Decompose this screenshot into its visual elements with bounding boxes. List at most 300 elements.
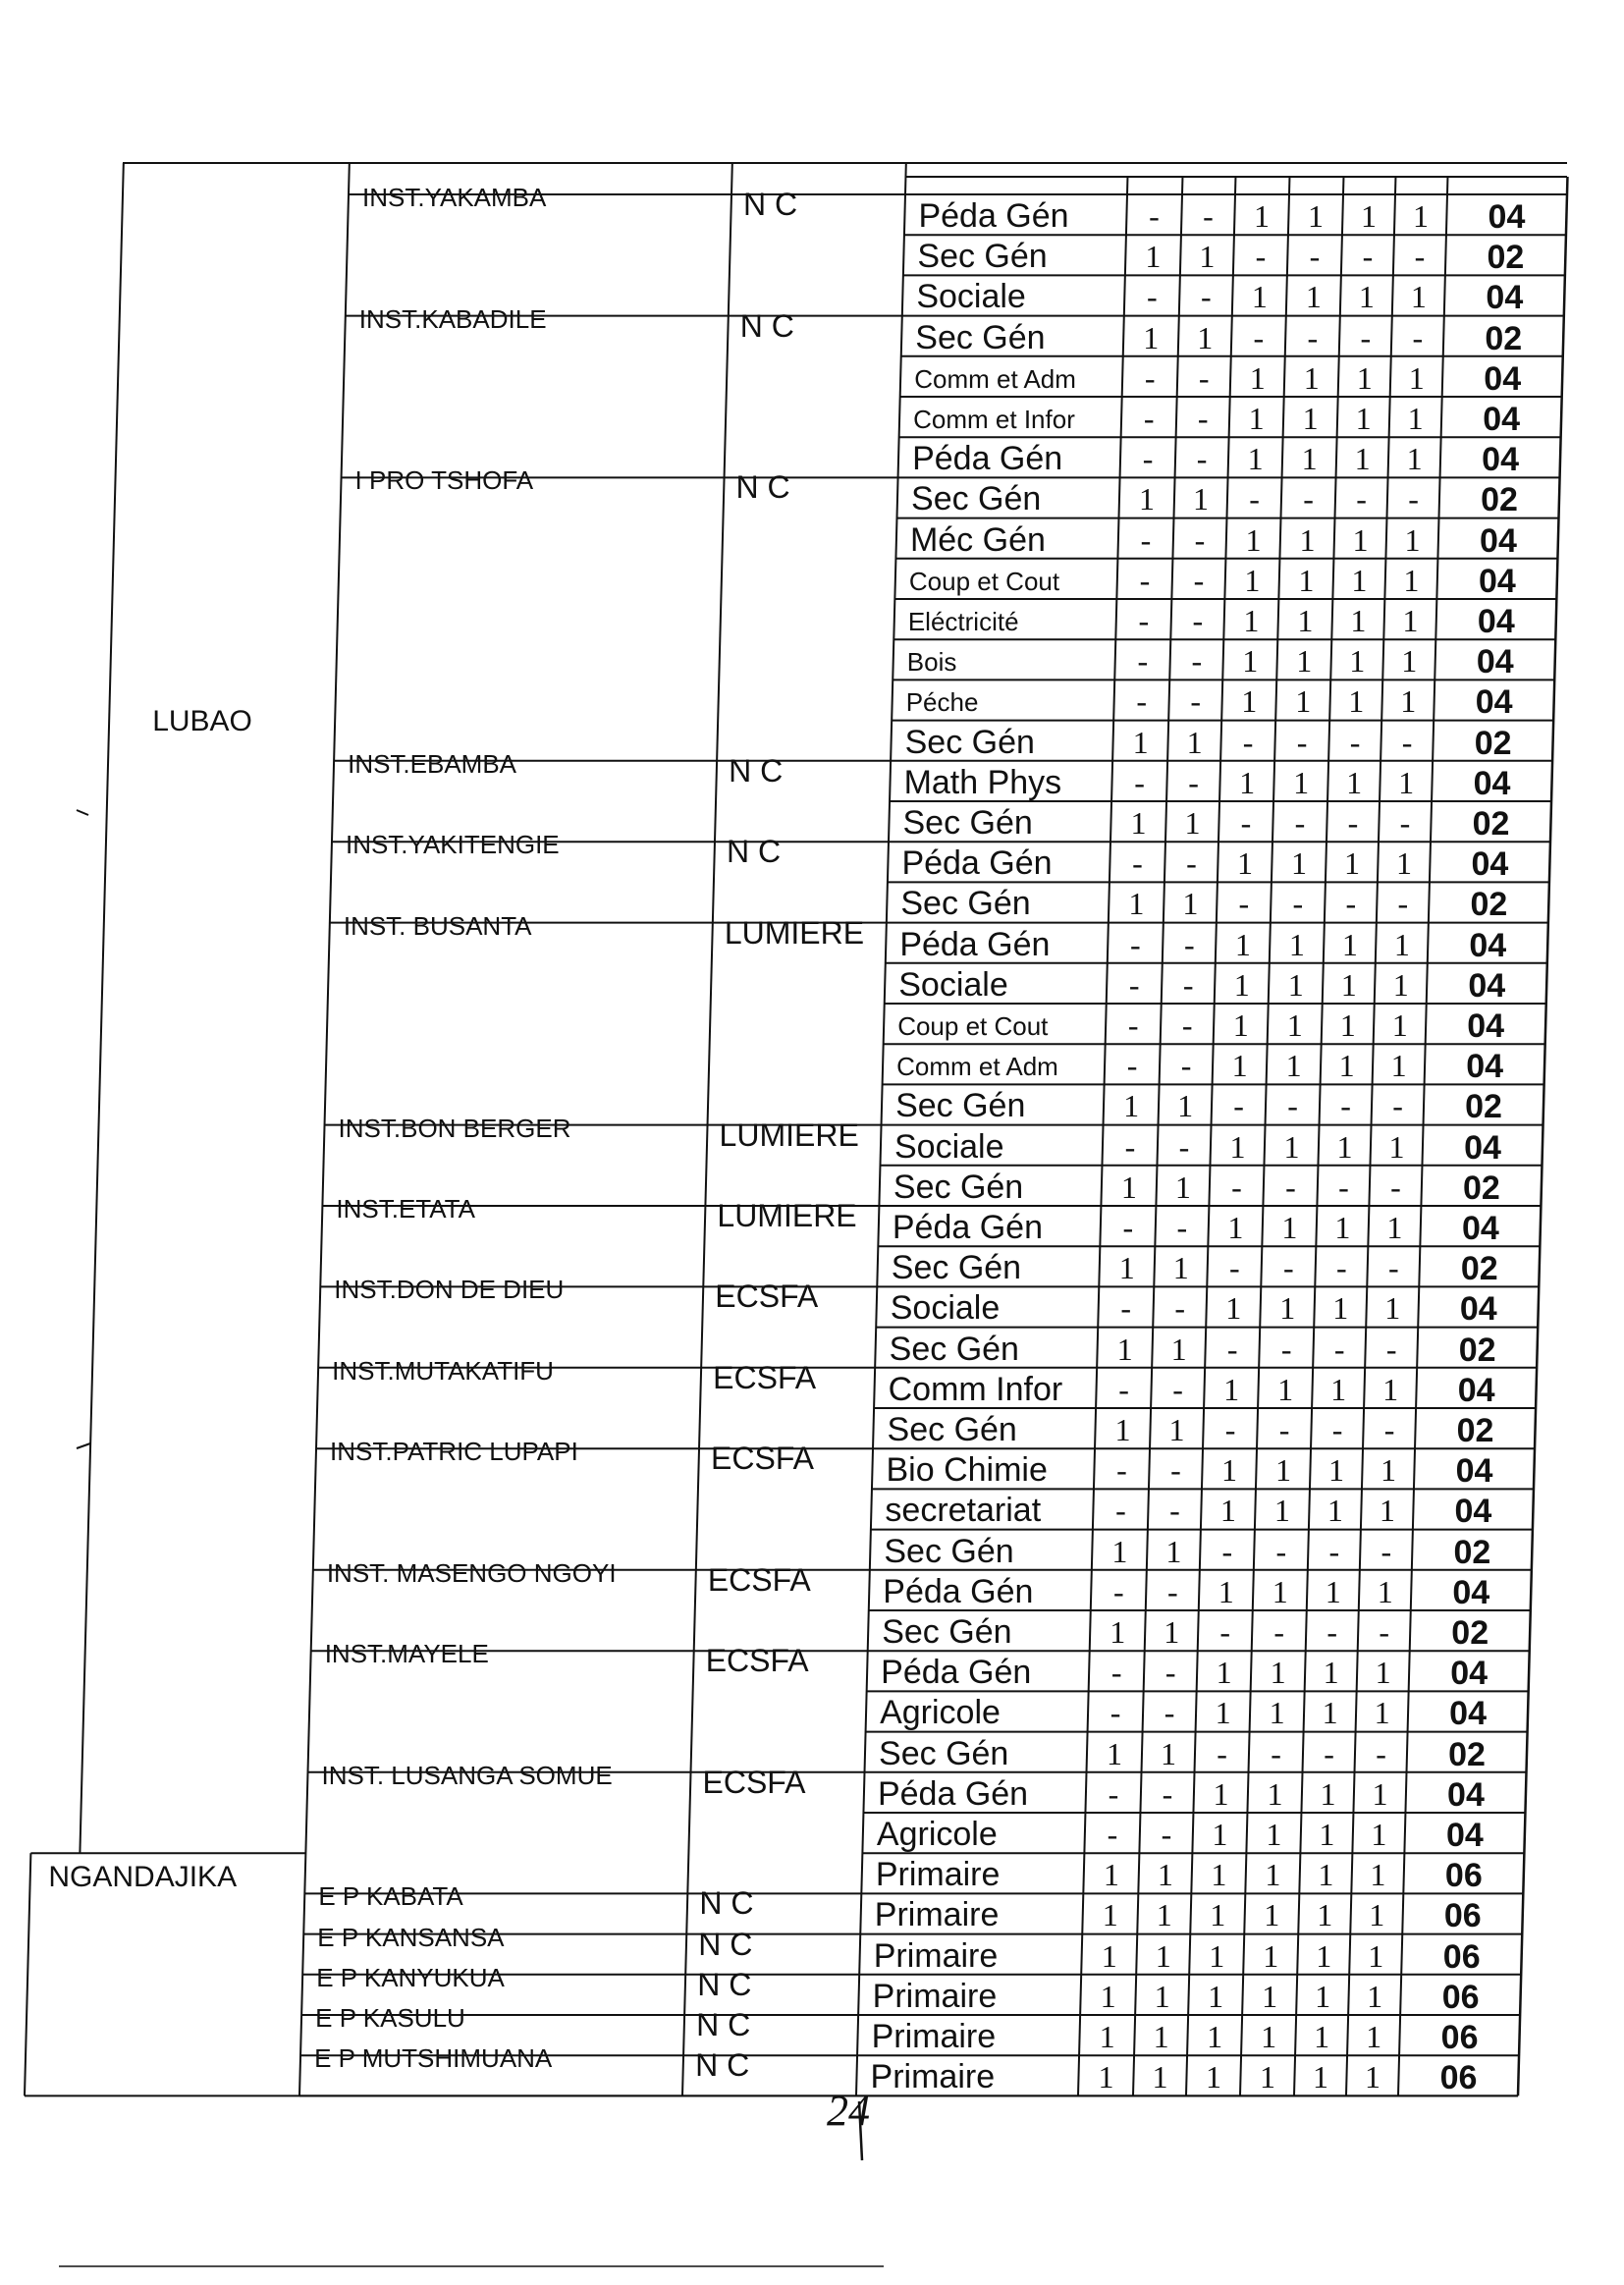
grade-mark: 1 <box>1223 1371 1240 1407</box>
grade-mark: - <box>1149 198 1160 234</box>
grade-mark: 1 <box>1153 2019 1169 2054</box>
grade-mark: 1 <box>1123 1088 1140 1124</box>
grade-mark: 1 <box>1248 401 1265 436</box>
option-total: 02 <box>1465 1088 1502 1126</box>
grade-mark: 1 <box>1193 481 1210 517</box>
school-network: LUMIERE <box>719 1116 859 1153</box>
option-name: Méc Gén <box>909 520 1046 559</box>
option-total: 04 <box>1477 603 1515 640</box>
grid-line <box>77 1443 90 1448</box>
grade-mark: 1 <box>1398 764 1415 800</box>
option-total: 02 <box>1472 805 1510 843</box>
grade-mark: - <box>1275 1533 1287 1569</box>
grade-mark: 1 <box>1370 1857 1386 1893</box>
option-name: Agricole <box>876 1816 998 1853</box>
option-name: Primaire <box>870 2058 996 2096</box>
grade-mark: 1 <box>1225 1290 1242 1327</box>
grade-mark: - <box>1164 1695 1175 1731</box>
grade-mark: 1 <box>1390 1048 1407 1084</box>
grade-mark: 1 <box>1120 1169 1137 1205</box>
grade-mark: - <box>1228 1250 1240 1286</box>
grade-mark: 1 <box>1302 401 1319 436</box>
grade-mark: 1 <box>1239 764 1256 800</box>
grade-mark: - <box>1390 1169 1401 1205</box>
option-total: 04 <box>1466 1048 1504 1086</box>
grade-mark: 1 <box>1325 1573 1341 1609</box>
option-total: 04 <box>1450 1655 1489 1693</box>
page-number: 24 <box>827 2087 870 2135</box>
grade-mark: 1 <box>1408 359 1425 396</box>
grade-mark: 1 <box>1155 1937 1171 1974</box>
option-name: Comm et Infor <box>913 405 1075 434</box>
grade-mark: 1 <box>1233 966 1250 1003</box>
grade-mark: 1 <box>1114 1412 1131 1447</box>
option-total: 06 <box>1440 2019 1479 2056</box>
grade-mark: - <box>1190 683 1202 720</box>
option-total: 06 <box>1443 1897 1482 1935</box>
option-name: Péda Gén <box>899 925 1051 963</box>
grade-mark: 1 <box>1315 1978 1331 2014</box>
grade-mark: - <box>1197 401 1209 436</box>
grade-mark: 1 <box>1374 1695 1390 1731</box>
grade-mark: - <box>1253 319 1265 355</box>
region-name: LUBAO <box>152 704 252 737</box>
grade-mark: - <box>1273 1614 1285 1650</box>
grade-mark: - <box>1201 279 1212 315</box>
option-name: Péda Gén <box>877 1774 1029 1813</box>
grade-mark: - <box>1328 1533 1340 1569</box>
school-name: INST.KABADILE <box>358 303 547 334</box>
grade-mark: - <box>1362 239 1374 275</box>
grade-mark: 1 <box>1157 1857 1173 1893</box>
grade-mark: 1 <box>1243 603 1260 638</box>
option-name: Sec Gén <box>884 1532 1014 1570</box>
grade-mark: - <box>1193 562 1205 598</box>
grade-mark: 1 <box>1395 845 1412 882</box>
option-total: 04 <box>1483 401 1521 438</box>
option-name: Sec Gén <box>895 1087 1026 1125</box>
grade-mark: - <box>1408 481 1419 517</box>
grade-mark: - <box>1124 1128 1136 1165</box>
grade-mark: - <box>1249 481 1260 517</box>
grade-mark: 1 <box>1299 521 1316 558</box>
grade-mark: - <box>1172 1371 1183 1407</box>
option-name: Bio Chimie <box>886 1451 1048 1490</box>
grade-mark: 1 <box>1261 2019 1277 2054</box>
grade-mark: 1 <box>1184 805 1201 841</box>
grade-mark: 1 <box>1244 562 1261 598</box>
grade-mark: - <box>1392 1088 1403 1124</box>
option-total: 02 <box>1474 724 1512 762</box>
grade-mark: 1 <box>1156 1897 1172 1933</box>
grade-mark: 1 <box>1232 1007 1249 1043</box>
grade-mark: 1 <box>1403 562 1420 598</box>
option-name: Sec Gén <box>893 1168 1024 1206</box>
grade-mark: 1 <box>1132 724 1149 760</box>
grade-mark: - <box>1224 1412 1236 1447</box>
grade-mark: 1 <box>1161 1735 1177 1771</box>
grade-mark: 1 <box>1407 401 1424 436</box>
grade-mark: 1 <box>1380 1452 1396 1489</box>
option-total: 04 <box>1480 521 1517 560</box>
grade-mark: 1 <box>1143 319 1160 355</box>
grade-mark: 1 <box>1356 359 1373 396</box>
grade-mark: 1 <box>1307 198 1324 234</box>
option-total: 04 <box>1468 966 1506 1005</box>
grade-mark: - <box>1144 359 1156 396</box>
grade-mark: 1 <box>1168 1412 1185 1447</box>
option-name: Sec Gén <box>887 1411 1017 1448</box>
grade-mark: 1 <box>1219 1493 1236 1529</box>
grade-mark: 1 <box>1400 683 1417 720</box>
grade-mark: 1 <box>1332 1290 1349 1327</box>
grade-mark: 1 <box>1213 1775 1229 1812</box>
grade-mark: 1 <box>1210 1897 1226 1933</box>
grade-mark: 1 <box>1227 1210 1244 1245</box>
grade-mark: - <box>1242 724 1254 760</box>
grade-mark: - <box>1307 319 1319 355</box>
grade-mark: 1 <box>1098 2059 1114 2095</box>
option-name: Sec Gén <box>882 1613 1012 1651</box>
grade-mark: - <box>1183 926 1195 962</box>
grade-mark: - <box>1112 1573 1124 1609</box>
grade-mark: 1 <box>1209 1937 1225 1974</box>
grade-mark: 1 <box>1293 764 1310 800</box>
grade-mark: - <box>1181 1007 1193 1043</box>
grade-mark: 1 <box>1410 279 1427 315</box>
grade-mark: 1 <box>1206 2059 1222 2095</box>
option-total: 04 <box>1486 279 1524 317</box>
option-name: Comm et Adm <box>896 1052 1058 1082</box>
grade-mark: 1 <box>1262 1978 1278 2014</box>
school-network: N C <box>697 1966 752 2002</box>
option-name: Sec Gén <box>915 318 1046 356</box>
grade-mark: 1 <box>1186 724 1203 760</box>
grade-mark: 1 <box>1174 1169 1191 1205</box>
grade-mark: - <box>1338 1169 1349 1205</box>
grid-line <box>25 1853 30 2095</box>
school-network: N C <box>729 752 784 789</box>
option-name: Sec Gén <box>911 480 1042 518</box>
grade-mark: 1 <box>1388 1128 1405 1165</box>
grade-mark: - <box>1292 886 1304 922</box>
grade-mark: - <box>1296 724 1308 760</box>
grade-mark: 1 <box>1330 1371 1347 1407</box>
option-name: Péda Gén <box>881 1654 1032 1692</box>
grade-mark: - <box>1309 239 1321 275</box>
option-name: Coup et Cout <box>897 1011 1049 1041</box>
grade-mark: 1 <box>1207 2019 1223 2054</box>
school-network: N C <box>743 187 798 222</box>
grade-mark: 1 <box>1236 845 1253 882</box>
grade-mark: 1 <box>1369 1897 1385 1933</box>
grade-mark: 1 <box>1099 2019 1115 2054</box>
option-total: 04 <box>1445 1817 1484 1854</box>
grade-mark: 1 <box>1348 683 1365 720</box>
option-total: 04 <box>1473 764 1511 802</box>
grade-mark: 1 <box>1352 521 1369 558</box>
school-name: E P KANYUKUA <box>316 1962 505 1992</box>
option-total: 06 <box>1439 2059 1478 2097</box>
grade-mark: 1 <box>1154 1978 1170 2014</box>
grade-mark: - <box>1136 683 1148 720</box>
grade-mark: - <box>1126 1048 1138 1084</box>
grade-mark: 1 <box>1101 1937 1117 1974</box>
grade-mark: 1 <box>1319 1817 1335 1852</box>
school-network: LUMIERE <box>717 1198 857 1233</box>
grade-mark: 1 <box>1318 1857 1334 1893</box>
grade-mark: 1 <box>1283 1128 1300 1165</box>
grade-mark: 1 <box>1350 603 1367 638</box>
grade-mark: 1 <box>1265 1857 1281 1893</box>
option-total: 02 <box>1448 1735 1486 1773</box>
option-total: 04 <box>1476 643 1514 681</box>
grade-mark: - <box>1110 1695 1121 1731</box>
option-name: Sociale <box>898 965 1008 1004</box>
option-name: Sec Gén <box>900 885 1031 923</box>
option-name: Péda Gén <box>892 1209 1043 1246</box>
grade-mark: 1 <box>1334 1210 1351 1245</box>
option-total: 04 <box>1475 683 1513 722</box>
grade-mark: - <box>1128 966 1140 1003</box>
grade-mark: - <box>1138 603 1150 638</box>
grade-mark: - <box>1169 1493 1180 1529</box>
option-name: Primaire <box>871 2018 997 2055</box>
grade-mark: 1 <box>1303 359 1320 396</box>
grade-mark: 1 <box>1199 239 1216 275</box>
school-name: INST. LUSANGA SOMUE <box>321 1760 613 1790</box>
grade-mark: - <box>1335 1250 1347 1286</box>
grade-mark: - <box>1188 764 1199 800</box>
school-name: INST.YAKAMBA <box>362 183 547 212</box>
school-name: INST.MAYELE <box>324 1639 489 1669</box>
grade-mark: - <box>1116 1452 1127 1489</box>
grade-mark: 1 <box>1314 2019 1330 2054</box>
option-name: Agricole <box>880 1694 1001 1732</box>
option-name: Péda Gén <box>918 197 1069 235</box>
school-network: N C <box>726 834 782 870</box>
grade-mark: - <box>1217 1735 1227 1771</box>
option-name: Bois <box>906 647 957 678</box>
option-name: Comm et Adm <box>914 363 1076 394</box>
grade-mark: - <box>1110 1655 1122 1691</box>
grade-mark: 1 <box>1145 239 1162 275</box>
option-name: Péche <box>905 687 979 718</box>
grade-mark: 1 <box>1382 1371 1399 1407</box>
grade-mark: 1 <box>1211 1857 1227 1893</box>
grade-mark: 1 <box>1402 603 1419 638</box>
grade-mark: 1 <box>1253 198 1270 234</box>
grade-mark: 1 <box>1139 481 1156 517</box>
grade-mark: - <box>1278 1412 1290 1447</box>
option-total: 04 <box>1482 441 1519 479</box>
grade-mark: - <box>1132 845 1143 882</box>
grade-mark: 1 <box>1371 1817 1387 1852</box>
school-name: INST.PATRIC LUPAPI <box>330 1437 578 1467</box>
grade-mark: - <box>1287 1088 1298 1124</box>
option-total: 04 <box>1464 1128 1501 1167</box>
grade-mark: 1 <box>1288 926 1305 962</box>
option-total: 02 <box>1463 1169 1500 1207</box>
grade-mark: - <box>1233 1088 1244 1124</box>
grade-mark: 1 <box>1285 1048 1302 1084</box>
school-network: N C <box>698 1926 753 1962</box>
option-name: Sociale <box>890 1289 1001 1328</box>
school-network: ECSFA <box>715 1279 819 1315</box>
grade-mark: - <box>1174 1290 1186 1327</box>
grade-mark: - <box>1326 1614 1338 1650</box>
option-name: Sociale <box>894 1127 1004 1166</box>
grade-mark: 1 <box>1404 521 1421 558</box>
grade-mark: 1 <box>1377 1573 1393 1609</box>
grade-mark: 1 <box>1234 926 1251 962</box>
school-name: INST.EBAMBA <box>348 748 517 779</box>
grade-mark: 1 <box>1267 1775 1283 1812</box>
grade-mark: 1 <box>1274 1452 1291 1489</box>
grade-mark: 1 <box>1249 359 1266 396</box>
option-name: Math Phys <box>903 763 1062 801</box>
grade-mark: 1 <box>1208 1978 1224 2014</box>
option-total: 04 <box>1469 926 1507 964</box>
grade-mark: 1 <box>1220 1452 1237 1489</box>
grade-mark: - <box>1161 1817 1172 1852</box>
grade-mark: - <box>1412 319 1424 355</box>
option-total: 04 <box>1467 1007 1505 1045</box>
grade-mark: 1 <box>1164 1614 1180 1650</box>
grade-mark: 1 <box>1270 1655 1286 1691</box>
grade-mark: - <box>1127 1007 1139 1043</box>
option-name: Sec Gén <box>902 804 1033 842</box>
grade-mark: 1 <box>1296 643 1313 680</box>
grade-mark: - <box>1137 643 1149 680</box>
grade-mark: 1 <box>1317 1897 1333 1933</box>
grade-mark: - <box>1280 1331 1292 1367</box>
school-name: I PRO TSHOFA <box>354 465 534 496</box>
grade-mark: - <box>1303 481 1314 517</box>
option-name: Primaire <box>874 1896 1000 1934</box>
grade-mark: - <box>1115 1493 1126 1529</box>
option-total: 02 <box>1453 1533 1491 1571</box>
option-total: 02 <box>1451 1614 1489 1652</box>
grade-mark: 1 <box>1313 2059 1329 2095</box>
option-total: 04 <box>1457 1371 1495 1409</box>
grade-mark: - <box>1285 1169 1296 1205</box>
grade-mark: 1 <box>1327 1452 1344 1489</box>
grade-mark: - <box>1333 1331 1345 1367</box>
grade-mark: - <box>1331 1412 1343 1447</box>
grade-mark: 1 <box>1343 845 1360 882</box>
grade-mark: - <box>1383 1412 1395 1447</box>
grade-mark: 1 <box>1305 279 1322 315</box>
grade-mark: - <box>1271 1735 1281 1771</box>
grade-mark: 1 <box>1401 643 1418 680</box>
option-name: Primaire <box>872 1977 998 2015</box>
grade-mark: - <box>1108 1775 1119 1812</box>
grade-mark: - <box>1191 643 1203 680</box>
option-name: Sec Gén <box>904 723 1035 761</box>
grade-mark: - <box>1399 805 1411 841</box>
grade-mark: 1 <box>1110 1614 1126 1650</box>
grade-mark: - <box>1182 966 1194 1003</box>
option-total: 04 <box>1484 359 1522 398</box>
school-network: N C <box>695 2047 750 2084</box>
grade-mark: 1 <box>1273 1493 1290 1529</box>
grade-mark: - <box>1340 1088 1351 1124</box>
grade-mark: 1 <box>1341 926 1358 962</box>
option-total: 02 <box>1470 886 1508 924</box>
grade-mark: - <box>1349 724 1361 760</box>
grade-mark: 1 <box>1287 966 1304 1003</box>
grade-mark: - <box>1203 198 1214 234</box>
school-network: N C <box>739 307 794 344</box>
school-network: ECSFA <box>705 1643 809 1679</box>
option-name: Primaire <box>873 1936 999 1975</box>
school-name: E P KASULU <box>315 2003 465 2033</box>
grade-mark: 1 <box>1177 1088 1194 1124</box>
grade-mark: 1 <box>1281 1210 1298 1245</box>
grade-mark: - <box>1176 1210 1188 1245</box>
grade-mark: - <box>1170 1452 1181 1489</box>
option-total: 02 <box>1487 239 1525 277</box>
grade-mark: 1 <box>1286 1007 1303 1043</box>
grade-mark: - <box>1122 1210 1134 1245</box>
grade-mark: - <box>1192 603 1204 638</box>
option-name: Péda Gén <box>883 1572 1034 1610</box>
grade-mark: - <box>1143 401 1155 436</box>
grade-mark: - <box>1166 1573 1178 1609</box>
grade-mark: 1 <box>1367 1978 1383 2014</box>
school-network: N C <box>735 469 790 506</box>
option-total: 04 <box>1478 562 1516 600</box>
grade-mark: - <box>1194 521 1206 558</box>
option-total: 04 <box>1459 1290 1497 1329</box>
grade-mark: 1 <box>1339 1007 1356 1043</box>
option-name: Primaire <box>875 1856 1001 1894</box>
grade-mark: - <box>1387 1250 1399 1286</box>
grade-mark: 1 <box>1360 198 1377 234</box>
grade-mark: 1 <box>1212 1817 1228 1852</box>
grade-mark: - <box>1324 1735 1334 1771</box>
school-name: E P KABATA <box>318 1881 463 1912</box>
grade-mark: 1 <box>1279 1290 1296 1327</box>
school-name: INST. MASENGO NGOYI <box>326 1557 617 1588</box>
grade-mark: - <box>1164 1655 1176 1691</box>
option-total: 04 <box>1449 1695 1487 1733</box>
grade-mark: - <box>1139 562 1151 598</box>
school-name: INST.MUTAKATIFU <box>332 1355 554 1386</box>
grade-mark: - <box>1385 1331 1397 1367</box>
option-total: 06 <box>1444 1857 1483 1895</box>
school-network: ECSFA <box>702 1764 806 1800</box>
grade-mark: 1 <box>1372 1775 1388 1812</box>
grade-mark: 1 <box>1272 1573 1288 1609</box>
grade-mark: - <box>1162 1775 1173 1812</box>
option-name: Péda Gén <box>901 844 1053 883</box>
grade-mark: 1 <box>1346 764 1363 800</box>
school-name: INST.DON DE DIEU <box>334 1275 565 1305</box>
option-name: Sec Gén <box>889 1330 1019 1368</box>
grade-mark: - <box>1178 1128 1190 1165</box>
grade-mark: 1 <box>1322 1695 1338 1731</box>
grade-mark: 1 <box>1216 1655 1232 1691</box>
grade-mark: 1 <box>1412 198 1429 234</box>
grade-mark: 1 <box>1215 1695 1231 1731</box>
grade-mark: 1 <box>1301 441 1318 477</box>
grade-mark: 1 <box>1297 603 1314 638</box>
grade-mark: 1 <box>1366 2019 1382 2054</box>
grade-mark: 1 <box>1384 1290 1401 1327</box>
grade-mark: 1 <box>1336 1128 1353 1165</box>
